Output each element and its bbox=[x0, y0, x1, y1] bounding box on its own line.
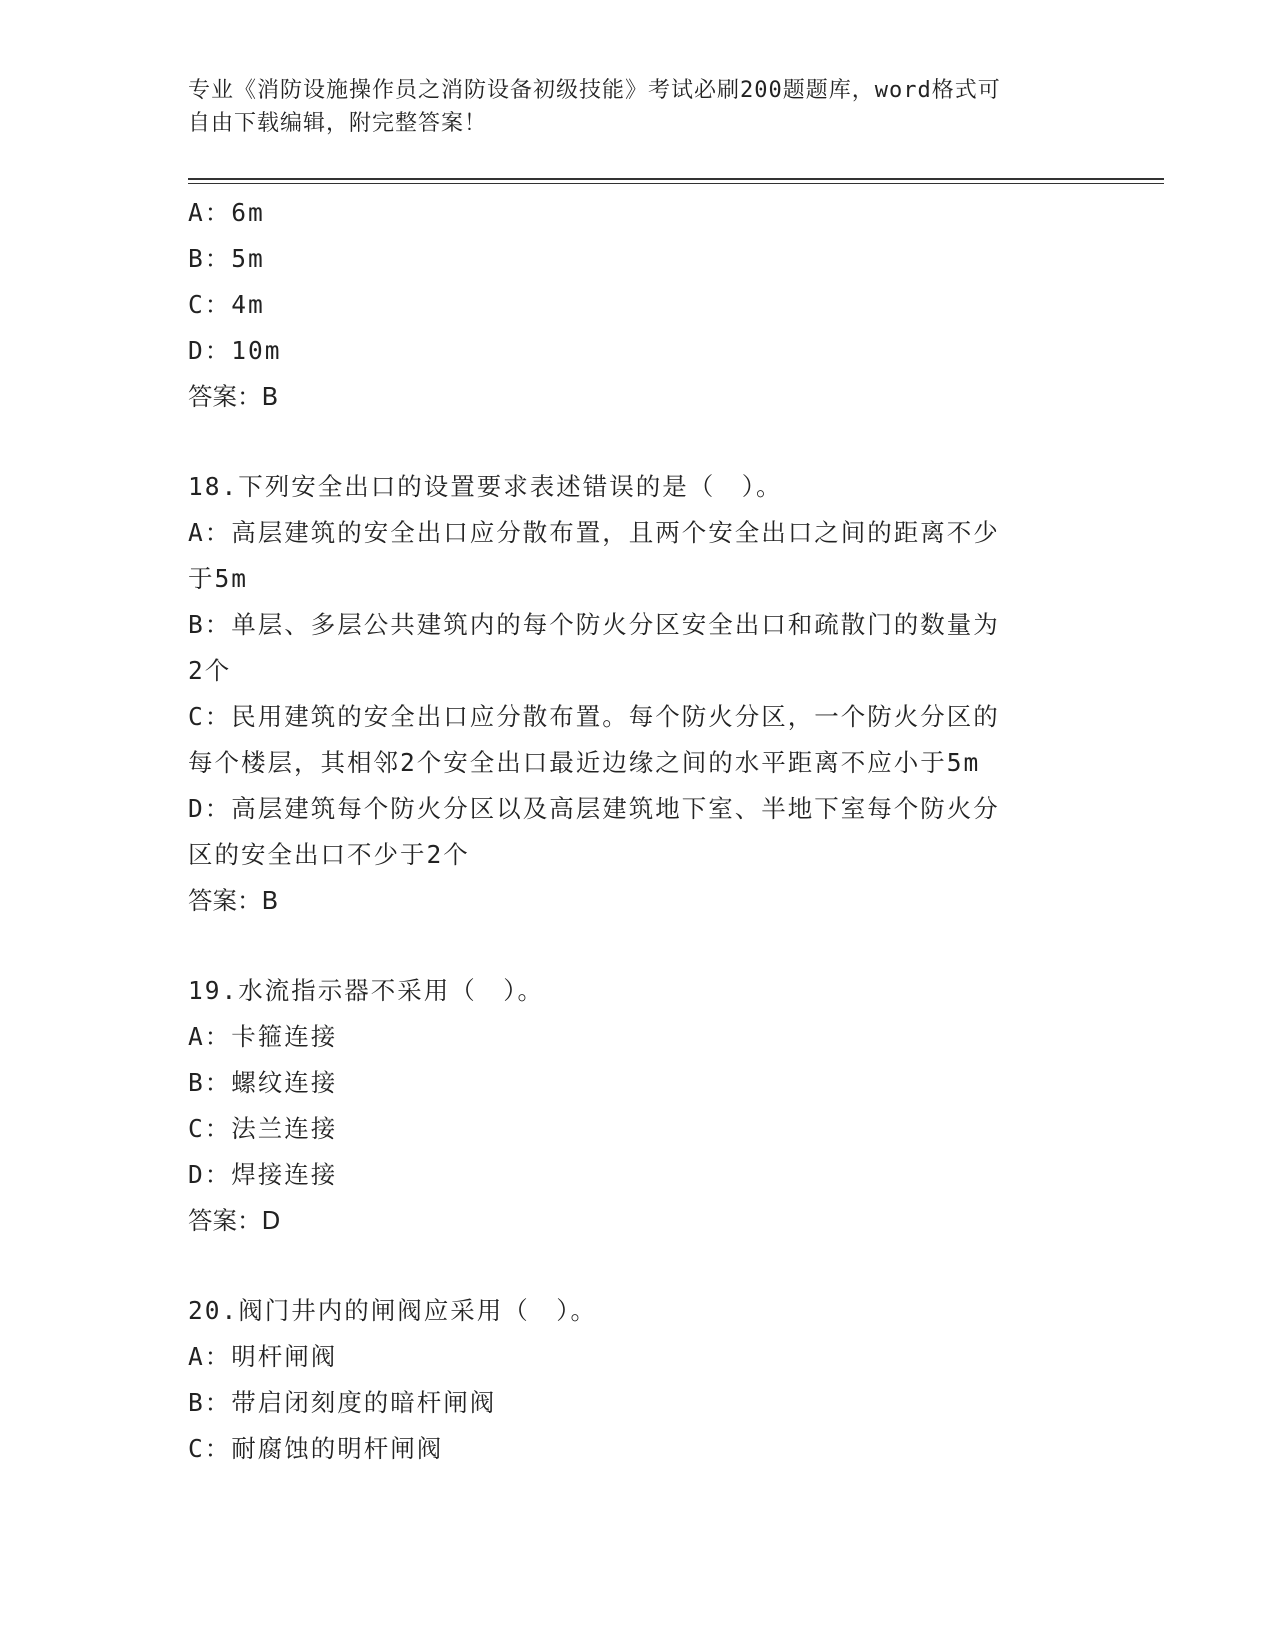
q17-option-a: A：6m bbox=[188, 198, 265, 227]
q17-option-d: D：10m bbox=[188, 336, 282, 365]
q18-option-b-line1: B：单层、多层公共建筑内的每个防火分区安全出口和疏散门的数量为 bbox=[188, 610, 1000, 639]
q18-option-b-line2: 2个 bbox=[188, 656, 232, 685]
q18-stem: 18.下列安全出口的设置要求表述错误的是（ ）。 bbox=[188, 472, 783, 501]
q18-option-c-line1: C：民用建筑的安全出口应分散布置。每个防火分区，一个防火分区的 bbox=[188, 702, 1000, 731]
q17-option-c: C：4m bbox=[188, 290, 265, 319]
q18-answer: 答案：B bbox=[188, 886, 279, 915]
q17-option-b: B：5m bbox=[188, 244, 265, 273]
q19-option-a: A：卡箍连接 bbox=[188, 1022, 338, 1051]
question-content bbox=[188, 190, 1088, 1472]
q18-option-c-line2: 每个楼层，其相邻2个安全出口最近边缘之间的水平距离不应小于5m bbox=[188, 748, 981, 777]
q19-option-c: C：法兰连接 bbox=[188, 1114, 338, 1143]
q19-option-d: D：焊接连接 bbox=[188, 1160, 338, 1189]
q20-option-a: A：明杆闸阀 bbox=[188, 1342, 338, 1371]
header-divider-thin bbox=[188, 183, 1164, 184]
q19-answer: 答案：D bbox=[188, 1206, 281, 1235]
header-line-2: 自由下载编辑，附完整答案！ bbox=[188, 111, 488, 136]
q18-option-a-line1: A：高层建筑的安全出口应分散布置，且两个安全出口之间的距离不少 bbox=[188, 518, 1000, 547]
q19-option-b: B：螺纹连接 bbox=[188, 1068, 338, 1097]
q20-option-b: B：带启闭刻度的暗杆闸阀 bbox=[188, 1388, 497, 1417]
header-line-1: 专业《消防设施操作员之消防设备初级技能》考试必刷200题题库，word格式可 bbox=[188, 78, 1001, 103]
document-header bbox=[188, 74, 1068, 140]
header-divider-thick bbox=[188, 178, 1164, 180]
q20-option-c: C：耐腐蚀的明杆闸阀 bbox=[188, 1434, 444, 1463]
q18-option-d-line2: 区的安全出口不少于2个 bbox=[188, 840, 470, 869]
q18-option-a-line2: 于5m bbox=[188, 564, 249, 593]
q19-stem: 19.水流指示器不采用（ ）。 bbox=[188, 976, 544, 1005]
q18-option-d-line1: D：高层建筑每个防火分区以及高层建筑地下室、半地下室每个防火分 bbox=[188, 794, 1000, 823]
q20-stem: 20.阀门井内的闸阀应采用（ ）。 bbox=[188, 1296, 597, 1325]
q17-answer: 答案：B bbox=[188, 382, 279, 411]
